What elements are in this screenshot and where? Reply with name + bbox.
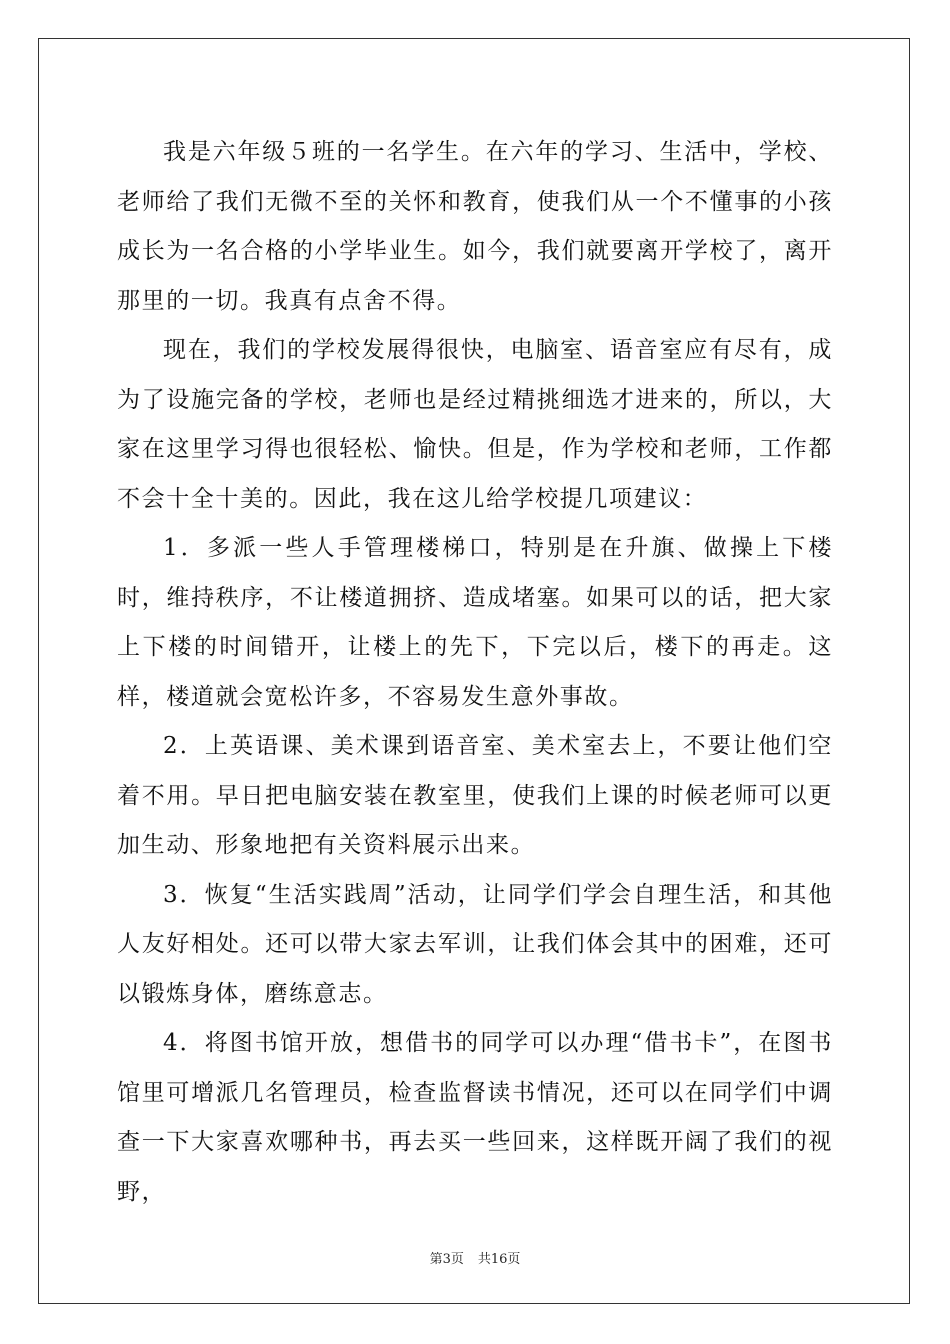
total-page-count: 共16页: [477, 1252, 521, 1267]
paragraph-suggestion-1: 1．多派一些人手管理楼梯口，特别是在升旗、做操上下楼时，维持秩序，不让楼道拥挤、造成堵塞。如果可以的话，把大家上下楼的时间错开，让楼上的先下，下完以后，楼下的再走。这样，楼道就会宽松许多，不容易发生意外事故。: [117, 535, 833, 710]
paragraph-suggestion-2: 2．上英语课、美术课到语音室、美术室去上，不要让他们空着不用。早日把电脑安装在教室里，使我们上课的时候老师可以更加生动、形象地把有关资料展示出来。: [117, 733, 833, 858]
document-body: [117, 128, 833, 1217]
paragraph-school-status: 现在，我们的学校发展得很快，电脑室、语音室应有尽有，成为了设施完备的学校，老师也是经过精挑细选才进来的，所以，大家在这里学习得也很轻松、愉快。但是，作为学校和老师，工作都不会十全十美的。因此，我在这儿给学校提几项建议：: [117, 337, 833, 512]
paragraph-suggestion-4: 4．将图书馆开放，想借书的同学可以办理“借书卡”，在图书馆里可增派几名管理员，检查监督读书情况，还可以在同学们中调查一下大家喜欢哪种书，再去买一些回来，这样既开阔了我们的视野，: [117, 1030, 833, 1205]
page-footer: [0, 1248, 950, 1267]
paragraph-suggestion-3: 3．恢复“生活实践周”活动，让同学们学会自理生活，和其他人友好相处。还可以带大家去军训，让我们体会其中的困难，还可以锻炼身体，磨练意志。: [117, 881, 833, 1007]
current-page-number: 第3页: [429, 1252, 464, 1267]
paragraph-intro: 我是六年级５班的一名学生。在六年的学习、生活中，学校、老师给了我们无微不至的关怀和教育，使我们从一个不懂事的小孩成长为一名合格的小学毕业生。如今，我们就要离开学校了，离开那里的一切。我真有点舍不得。: [117, 139, 833, 314]
